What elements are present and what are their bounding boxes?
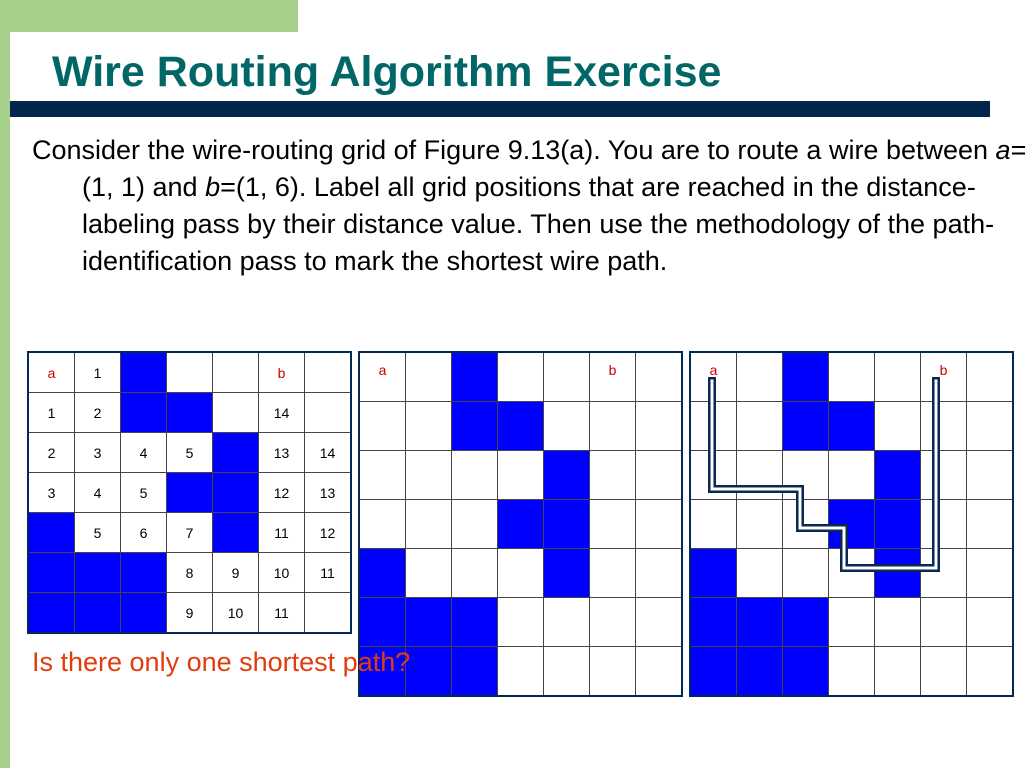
empty-cell xyxy=(498,451,544,500)
blocked-cell xyxy=(875,451,921,500)
empty-cell xyxy=(359,451,406,500)
empty-cell xyxy=(452,451,498,500)
grid-cell: 13 xyxy=(305,473,352,513)
grid-cell: 7 xyxy=(167,513,213,553)
blocked-cell xyxy=(406,647,452,697)
empty-cell xyxy=(875,402,921,451)
grid-row xyxy=(690,598,1013,647)
grid-cell: 4 xyxy=(75,473,121,513)
empty-cell xyxy=(406,549,452,598)
grid-cell: b xyxy=(921,352,967,402)
grid-cell: 14 xyxy=(259,393,305,433)
blocked-cell xyxy=(28,553,75,593)
empty-cell xyxy=(590,500,636,549)
blocked-cell xyxy=(783,402,829,451)
grid-row xyxy=(28,433,351,473)
exercise-text-part1: Consider the wire-routing grid of Figure 9.13(a). You are to route a wire between xyxy=(32,135,996,165)
grid-row xyxy=(28,513,351,553)
grid-row xyxy=(28,473,351,513)
blocked-cell xyxy=(737,647,783,697)
empty-cell xyxy=(829,647,875,697)
blocked-cell xyxy=(783,352,829,402)
empty-cell xyxy=(406,451,452,500)
question-text: Is there only one shortest path? xyxy=(32,647,411,677)
grid-row xyxy=(28,352,351,393)
blocked-cell xyxy=(75,593,121,634)
top-accent-bar xyxy=(0,0,298,32)
grid-row xyxy=(690,402,1013,451)
empty-cell xyxy=(544,402,590,451)
grid-row xyxy=(359,598,682,647)
grid-cell: a xyxy=(359,352,406,402)
blocked-cell xyxy=(783,598,829,647)
grid-cell: 12 xyxy=(259,473,305,513)
grid-row xyxy=(28,593,351,634)
empty-cell xyxy=(921,402,967,451)
empty-cell xyxy=(636,647,683,697)
grid-row xyxy=(690,352,1013,402)
grid-row xyxy=(359,402,682,451)
blocked-cell xyxy=(829,500,875,549)
empty-cell xyxy=(636,451,683,500)
blocked-cell xyxy=(75,553,121,593)
empty-cell xyxy=(590,451,636,500)
grid-row xyxy=(359,451,682,500)
empty-cell xyxy=(590,549,636,598)
empty-cell xyxy=(783,549,829,598)
empty-cell xyxy=(590,647,636,697)
empty-cell xyxy=(359,500,406,549)
blocked-cell xyxy=(498,402,544,451)
blocked-cell xyxy=(167,393,213,433)
grid-cell: 9 xyxy=(213,553,259,593)
blocked-cell xyxy=(875,549,921,598)
blocked-cell xyxy=(359,549,406,598)
grid-cell: 8 xyxy=(167,553,213,593)
blocked-cell xyxy=(452,647,498,697)
grid-cell: 5 xyxy=(167,433,213,473)
empty-cell xyxy=(636,549,683,598)
grid-cell: 10 xyxy=(213,593,259,634)
empty-cell xyxy=(690,500,737,549)
slide-title: Wire Routing Algorithm Exercise xyxy=(52,48,722,96)
grid-cell: 4 xyxy=(121,433,167,473)
empty-cell xyxy=(544,352,590,402)
empty-cell xyxy=(452,549,498,598)
blank-routing-grid xyxy=(358,351,683,697)
empty-cell xyxy=(921,549,967,598)
empty-cell xyxy=(737,549,783,598)
exercise-text xyxy=(32,132,1032,280)
grid-cell: 3 xyxy=(75,433,121,473)
blocked-cell xyxy=(829,402,875,451)
empty-cell xyxy=(875,647,921,697)
grid-cell: b xyxy=(259,352,305,393)
blocked-cell xyxy=(875,500,921,549)
grid-cell: 5 xyxy=(75,513,121,553)
blocked-cell xyxy=(213,433,259,473)
grid-cell: 3 xyxy=(28,473,75,513)
grid-cell: 1 xyxy=(75,352,121,393)
title-underline-rule xyxy=(10,101,990,117)
blocked-cell xyxy=(213,473,259,513)
empty-cell xyxy=(305,352,352,393)
empty-cell xyxy=(167,352,213,393)
grid-cell: 11 xyxy=(305,553,352,593)
empty-cell xyxy=(636,598,683,647)
empty-cell xyxy=(406,352,452,402)
empty-cell xyxy=(636,500,683,549)
empty-cell xyxy=(783,451,829,500)
grid-cell: 10 xyxy=(259,553,305,593)
empty-cell xyxy=(590,598,636,647)
empty-cell xyxy=(498,549,544,598)
empty-cell xyxy=(636,402,683,451)
blocked-cell xyxy=(359,598,406,647)
empty-cell xyxy=(636,352,683,402)
blocked-cell xyxy=(737,598,783,647)
blocked-cell xyxy=(167,473,213,513)
left-accent-bar xyxy=(0,32,10,768)
empty-cell xyxy=(921,647,967,697)
grid-cell: 12 xyxy=(305,513,352,553)
empty-cell xyxy=(737,402,783,451)
blocked-cell xyxy=(544,549,590,598)
empty-cell xyxy=(737,352,783,402)
empty-cell xyxy=(590,402,636,451)
empty-cell xyxy=(875,352,921,402)
exercise-text-part2: =(1, 1) and xyxy=(82,135,1027,202)
blocked-cell xyxy=(690,598,737,647)
grid-cell: 14 xyxy=(305,433,352,473)
grid-cell: 2 xyxy=(28,433,75,473)
empty-cell xyxy=(829,352,875,402)
grid-row xyxy=(359,352,682,402)
empty-cell xyxy=(829,598,875,647)
empty-cell xyxy=(737,451,783,500)
empty-cell xyxy=(875,598,921,647)
blocked-cell xyxy=(121,593,167,634)
empty-cell xyxy=(213,352,259,393)
blocked-cell xyxy=(544,451,590,500)
empty-cell xyxy=(690,402,737,451)
grid-row xyxy=(690,451,1013,500)
grid-row xyxy=(28,393,351,433)
empty-cell xyxy=(406,402,452,451)
grid-cell: 1 xyxy=(28,393,75,433)
blocked-cell xyxy=(498,500,544,549)
empty-cell xyxy=(967,402,1014,451)
empty-cell xyxy=(783,500,829,549)
blocked-cell xyxy=(690,549,737,598)
blocked-cell xyxy=(121,352,167,393)
grid-cell: a xyxy=(690,352,737,402)
empty-cell xyxy=(498,598,544,647)
empty-cell xyxy=(967,352,1014,402)
grid-cell: 11 xyxy=(259,593,305,634)
grid-cell: 5 xyxy=(121,473,167,513)
empty-cell xyxy=(544,598,590,647)
empty-cell xyxy=(829,451,875,500)
empty-cell xyxy=(967,647,1014,697)
grid-row xyxy=(690,500,1013,549)
empty-cell xyxy=(921,451,967,500)
empty-cell xyxy=(921,500,967,549)
empty-cell xyxy=(305,393,352,433)
variable-b: b xyxy=(205,172,221,202)
grid-row xyxy=(690,549,1013,598)
grid-row xyxy=(359,500,682,549)
grid-row xyxy=(690,647,1013,697)
empty-cell xyxy=(967,451,1014,500)
grid-cell: 13 xyxy=(259,433,305,473)
empty-cell xyxy=(829,549,875,598)
empty-cell xyxy=(452,500,498,549)
blocked-cell xyxy=(452,352,498,402)
empty-cell xyxy=(737,500,783,549)
empty-cell xyxy=(690,451,737,500)
blocked-cell xyxy=(783,647,829,697)
exercise-text-part3: =(1, 6). Label all grid positions that are reached in the distance-labeling pass by their distance value. Then use the methodology of the path-identification pass to mark the shortest wire path. xyxy=(82,172,995,276)
blocked-cell xyxy=(452,598,498,647)
blocked-cell xyxy=(544,500,590,549)
grid-row xyxy=(359,549,682,598)
empty-cell xyxy=(498,647,544,697)
empty-cell xyxy=(498,352,544,402)
shortest-path-grid xyxy=(689,351,1014,697)
blocked-cell xyxy=(213,513,259,553)
empty-cell xyxy=(967,549,1014,598)
empty-cell xyxy=(359,402,406,451)
grid-cell: a xyxy=(28,352,75,393)
empty-cell xyxy=(213,393,259,433)
grid-cell: b xyxy=(590,352,636,402)
empty-cell xyxy=(544,647,590,697)
grid-cell: 6 xyxy=(121,513,167,553)
empty-cell xyxy=(305,593,352,634)
grid-cell: 2 xyxy=(75,393,121,433)
empty-cell xyxy=(967,500,1014,549)
grid-cell: 11 xyxy=(259,513,305,553)
empty-cell xyxy=(921,598,967,647)
blocked-cell xyxy=(452,402,498,451)
grid-row xyxy=(28,553,351,593)
empty-cell xyxy=(406,500,452,549)
blocked-cell xyxy=(121,553,167,593)
variable-a: a xyxy=(995,135,1011,165)
blocked-cell xyxy=(690,647,737,697)
empty-cell xyxy=(967,598,1014,647)
blocked-cell xyxy=(28,513,75,553)
blocked-cell xyxy=(121,393,167,433)
grid-cell: 9 xyxy=(167,593,213,634)
blocked-cell xyxy=(406,598,452,647)
distance-labeled-grid xyxy=(27,351,352,634)
blocked-cell xyxy=(28,593,75,634)
